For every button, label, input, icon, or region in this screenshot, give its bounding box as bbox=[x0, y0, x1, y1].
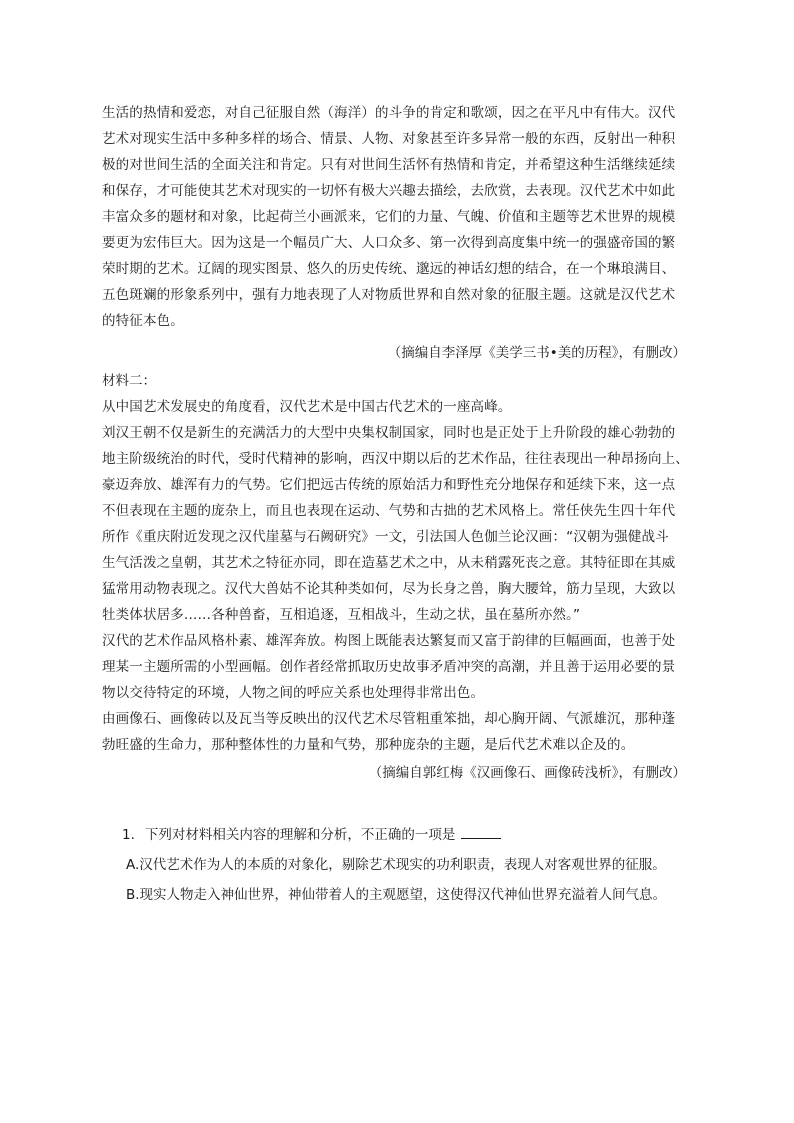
text-line: 五色斑斓的形象系列中，强有力地表现了人对物质世界和自然对象的征服主题。这就是汉代艺术 bbox=[102, 287, 676, 303]
paragraph-stone-brick bbox=[102, 706, 696, 758]
text-line: 的特征本色。 bbox=[102, 313, 184, 329]
document-page bbox=[102, 100, 696, 910]
paragraph-style bbox=[102, 628, 696, 706]
text-line: 不但表现在主题的庞杂上，而且也表现在运动、气势和古拙的艺术风格上。常任侠先生四十年代 bbox=[102, 503, 676, 519]
text-line: 和保存，才可能使其艺术对现实的一切怀有极大兴趣去描绘，去欣赏，去表现。汉代艺术中如此 bbox=[102, 183, 676, 199]
text-line: 荣时期的艺术。辽阔的现实图景、悠久的历史传统、邈远的神话幻想的结合，在一个琳琅满目、 bbox=[102, 261, 676, 277]
answer-blank bbox=[461, 824, 501, 839]
text-line: 汉代的艺术作品风格朴素、雄浑奔放。构图上既能表达繁复而又富于韵律的巨幅画面，也善于处 bbox=[102, 633, 676, 649]
text-line: 理某一主题所需的小型画幅。创作者经常抓取历史故事矛盾冲突的高潮，并且善于运用必要的景 bbox=[102, 659, 676, 675]
paragraph-hanart-features bbox=[102, 100, 696, 334]
text-line: 物以交待特定的环境，人物之间的呼应关系也处理得非常出色。 bbox=[102, 685, 485, 701]
text-line: 极的对世间生活的全面关注和肯定。只有对世间生活怀有热情和肯定，并希望这种生活继续延续 bbox=[102, 157, 676, 173]
text-line: 地主阶级统治的时代，受时代精神的影响，西汉中期以后的艺术作品，往往表现出一种昂扬向上、 bbox=[102, 451, 689, 467]
text-line: 生气活泼之皇朝，其艺术之特征亦同，即在造墓艺术之中，从未稍露死丧之意。其特征即在其威 bbox=[102, 555, 676, 571]
text-line: 要更为宏伟巨大。因为这是一个幅员广大、人口众多、第一次得到高度集中统一的强盛帝国的繁 bbox=[102, 235, 676, 251]
source-citation-2: （摘编自郭红梅《汉画像石、画像砖浅析》，有删改） bbox=[368, 765, 686, 781]
text-line: 由画像石、画像砖以及瓦当等反映出的汉代艺术尽管粗重笨拙，却心胸开阔、气派雄沉，那种蓬 bbox=[102, 711, 676, 727]
text-line: 勃旺盛的生命力，那种整体性的力量和气势，那种庞杂的主题，是后代艺术难以企及的。 bbox=[102, 737, 635, 753]
source-citation-1: （摘编自李泽厚《美学三书•美的历程》，有删改） bbox=[387, 345, 686, 361]
question-number: 1. bbox=[122, 827, 135, 843]
text-line: 猛常用动物表现之。汉代大兽姑不论其种类如何，尽为长身之兽，胸大腰耸，筋力呈现，大致以 bbox=[102, 581, 676, 597]
text-line: 艺术对现实生活中多种多样的场合、情景、人物、对象甚至许多异常一般的东西，反射出一种积 bbox=[102, 131, 676, 147]
option-b: B.现实人物走入神仙世界，神仙带着人的主观愿望，这使得汉代神仙世界充溢着人间气息。 bbox=[126, 887, 667, 903]
text-line: 豪迈奔放、雄浑有力的气势。它们把远古传统的原始活力和野性充分地保存和延续下来，这一点 bbox=[102, 477, 676, 493]
text-line: 所作《重庆附近发现之汉代崖墓与石阙研究》一文，引法国人色伽兰论汉画：“汉朝为强健战斗 bbox=[102, 529, 669, 545]
question-text: 下列对材料相关内容的理解和分析，不正确的一项是 bbox=[144, 827, 456, 843]
option-a: A.汉代艺术作为人的本质的对象化，剔除艺术现实的功利职责，表现人对客观世界的征服。 bbox=[126, 857, 666, 873]
text-line: 牡类体状居多……各种兽畜，互相追逐，互相战斗，生动之状，虽在墓所亦然。” bbox=[102, 607, 581, 623]
material-2-heading: 材料二： bbox=[102, 373, 156, 389]
text-line: 刘汉王朝不仅是新生的充满活力的大型中央集权制国家，同时也是正处于上升阶段的雄心勃勃的 bbox=[102, 425, 676, 441]
text-line: 丰富众多的题材和对象，比起荷兰小画派来，它们的力量、气魄、价值和主题等艺术世界的规模 bbox=[102, 209, 676, 225]
question-stem bbox=[122, 820, 696, 850]
question-1 bbox=[102, 820, 696, 910]
text-line: 从中国艺术发展史的角度看，汉代艺术是中国古代艺术的一座高峰。 bbox=[102, 399, 512, 415]
text-line: 生活的热情和爱恋，对自己征服自然（海洋）的斗争的肯定和歌颂，因之在平凡中有伟大。汉代 bbox=[102, 105, 676, 121]
paragraph-liuhan-dynasty bbox=[102, 420, 696, 628]
paragraph-peak bbox=[102, 394, 696, 420]
